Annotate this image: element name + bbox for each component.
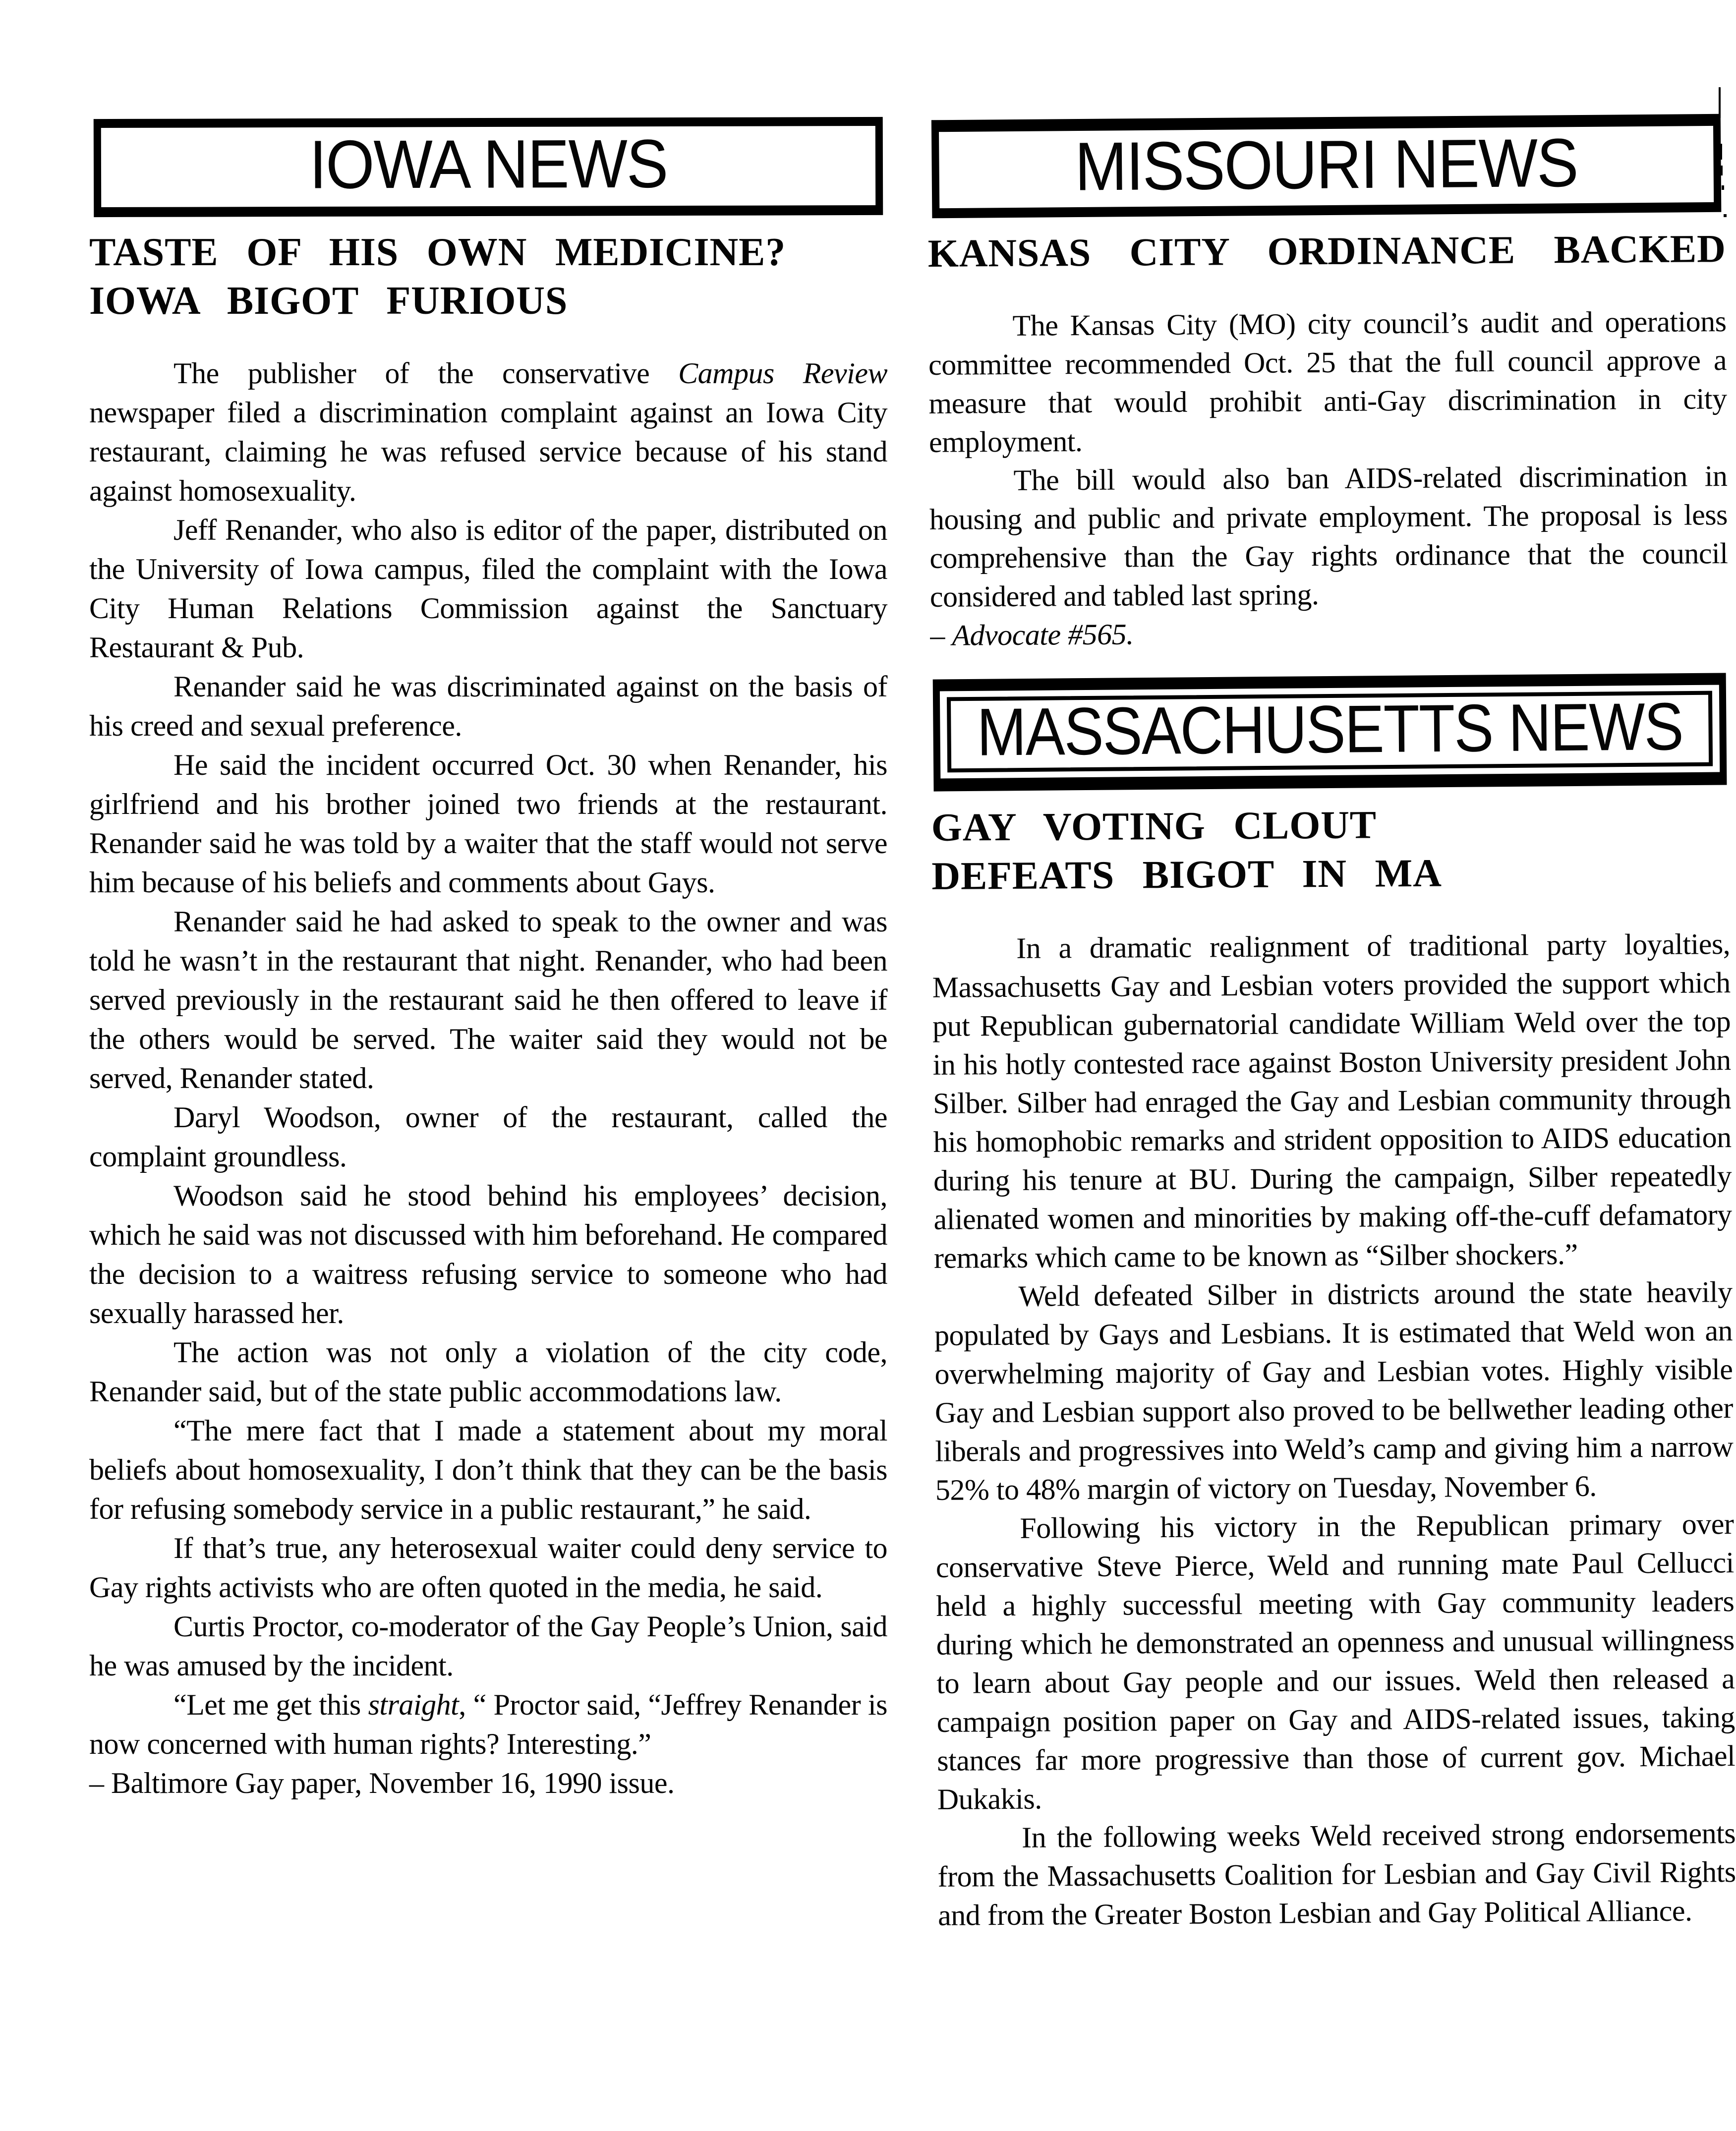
text-run: Curtis Proctor, co-moderator of the Gay People’s Union, said he was amused by the incident. (89, 1610, 887, 1682)
iowa-column (89, 118, 887, 1803)
missouri-news-title: MISSOURI NEWS (1074, 124, 1578, 205)
paragraph (937, 1814, 1736, 1935)
iowa-news-header-box (94, 117, 883, 217)
paragraph (89, 354, 887, 511)
text-run: “The mere fact that I made a statement about my moral beliefs about homosexuality, I don’t think that they can be the basis for refusing somebody service in a public restaurant,” he said. (89, 1414, 887, 1525)
text-run: The publisher of the conservative (174, 357, 679, 390)
paragraph (89, 1685, 887, 1764)
paragraph (932, 924, 1732, 1277)
paragraph (929, 457, 1728, 616)
text-run: If that’s true, any heterosexual waiter could deny service to Gay rights activists who are often quoted in the media, he said. (89, 1532, 887, 1604)
headline-line: IOWA BIGOT FURIOUS (89, 279, 568, 323)
scan-artifact (1724, 214, 1727, 217)
source-attribution (89, 1764, 887, 1803)
text-run: – Baltimore Gay paper, November 16, 1990 issue. (89, 1767, 675, 1799)
paragraph (89, 1333, 887, 1411)
text-run: Weld defeated Silber in districts around the state heavily populated by Gays and Lesbians. It is estimated that Weld won an overwhelming majority of Gay and Lesbian votes. Highly visible Gay and Lesbian support also proved to be bellwether leading other liberals and progressives into Weld’s camp and giving him a narrow 52% to 48% margin of victory on Tuesday, November 6. (934, 1275, 1734, 1506)
text-run: He said the incident occurred Oct. 30 when Renander, his girlfriend and his brother joined two friends at the restaurant. Renander said he was told by a waiter that the staff would not serve him because of his beliefs and comments about Gays. (89, 749, 887, 899)
paragraph (89, 1176, 887, 1333)
paragraph (928, 302, 1727, 461)
iowa-article-headline (89, 228, 887, 325)
text-run: In the following weeks Weld received strong endorsements from the Massachusetts Coalition for Lesbian and Gay Civil Rights and from the Greater Boston Lesbian and Gay Political Alliance. (937, 1817, 1736, 1932)
iowa-article-body (89, 354, 887, 1803)
text-run: The action was not only a violation of the city code, Renander said, but of the state public accommodations law. (89, 1336, 887, 1408)
text-run: – (930, 619, 952, 652)
headline-line: DEFEATS BIGOT IN MA (931, 851, 1442, 898)
text-run: Jeff Renander, who also is editor of the paper, distributed on the University of Iowa campus, filed the complaint with the Iowa City Human Relations Commission against the Sanctuary Restaurant & Pub. (89, 514, 887, 664)
source-attribution (930, 611, 1728, 655)
text-run: Renander said he had asked to speak to the owner and was told he wasn’t in the restaurant that night. Renander, who had been served previously in the restaurant said he then offered to leave if the others would be served. The waiter said they would not be served, Renander stated. (89, 905, 887, 1094)
missouri-article-body (928, 302, 1728, 655)
iowa-news-title: IOWA NEWS (309, 125, 668, 203)
massachusetts-article-headline (931, 799, 1730, 901)
text-run: newspaper filed a discrimination complaint against an Iowa City restaurant, claiming he was refused service because of his stand against homosexuality. (89, 396, 887, 507)
text-run: The bill would also ban AIDS-related discrimination in housing and public and private employment. The proposal is less comprehensive than the Gay rights ordinance that the council considered and tabled last spring. (929, 460, 1728, 613)
paragraph (934, 1272, 1734, 1509)
massachusetts-news-header-inner-rule (947, 691, 1713, 773)
headline-line: GAY VOTING CLOUT (931, 803, 1377, 850)
text-run: Woodson said he stood behind his employees’ decision, which he said was not discussed with him beforehand. He compared the decision to a waitress refusing service to someone who had sexually harassed her. (89, 1179, 887, 1329)
missouri-news-header-box (931, 114, 1722, 218)
headline-line: TASTE OF HIS OWN MEDICINE? (89, 230, 786, 274)
italic-text: straight (368, 1688, 459, 1721)
massachusetts-news-title: MASSACHUSETTS NEWS (976, 689, 1683, 770)
text-run: Daryl Woodson, owner of the restaurant, called the complaint groundless. (89, 1101, 887, 1173)
italic-text: Campus Review (678, 357, 887, 390)
scan-artifact (1720, 144, 1722, 160)
text-run: , “ Proctor said, “Jeffrey Renander is now concerned with human rights? Interesting.” (89, 1688, 887, 1760)
text-run: Renander said he was discriminated against on the basis of his creed and sexual preference. (89, 670, 887, 742)
text-run: Following his victory in the Republican primary over conservative Steve Pierce, Weld and running mate Paul Cellucci held a highly successful meeting with Gay community leaders during which he demonstrated an openness and unusual willingness to learn about Gay people and our issues. Weld then released a campaign position paper on Gay and AIDS-related issues, taking stances far more progressive than those of current gov. Michael Dukakis. (935, 1507, 1736, 1816)
scan-artifact (1719, 87, 1721, 118)
text-run: In a dramatic realignment of traditional party loyalties, Massachusetts Gay and Lesbian voters provided the support which put Republican gubernatorial candidate William Weld over the top in his hotly contested race against Boston University president John Silber. Silber had enraged the Gay and Lesbian community through his homophobic remarks and strident opposition to AIDS education during his tenure at BU. During the campaign, Silber repeatedly alienated women and minorities by making off-the-cuff defamatory remarks which came to be known as “Silber shockers.” (932, 927, 1732, 1274)
paragraph (89, 511, 887, 667)
headline-line: KANSAS CITY ORDINANCE BACKED (927, 227, 1726, 276)
paragraph (89, 1411, 887, 1529)
scan-artifact (1722, 185, 1724, 190)
paragraph (89, 1607, 887, 1685)
paragraph (89, 1098, 887, 1176)
paragraph (89, 1529, 887, 1607)
italic-text: Advocate #565. (952, 618, 1134, 652)
scan-artifact (1721, 166, 1723, 175)
paragraph (89, 902, 887, 1098)
missouri-article-headline (927, 225, 1726, 278)
paragraph (89, 746, 887, 902)
massachusetts-news-header-box (933, 673, 1727, 791)
text-run: The Kansas City (MO) city council’s audit and operations committee recommended Oct. 25 that the full council approve a measure that would prohibit anti-Gay discrimination in city employment. (928, 305, 1727, 459)
paragraph (935, 1504, 1736, 1819)
text-run: “Let me get this (174, 1688, 368, 1721)
massachusetts-article-body (932, 924, 1736, 1935)
paragraph (89, 667, 887, 746)
right-column (927, 115, 1736, 1935)
